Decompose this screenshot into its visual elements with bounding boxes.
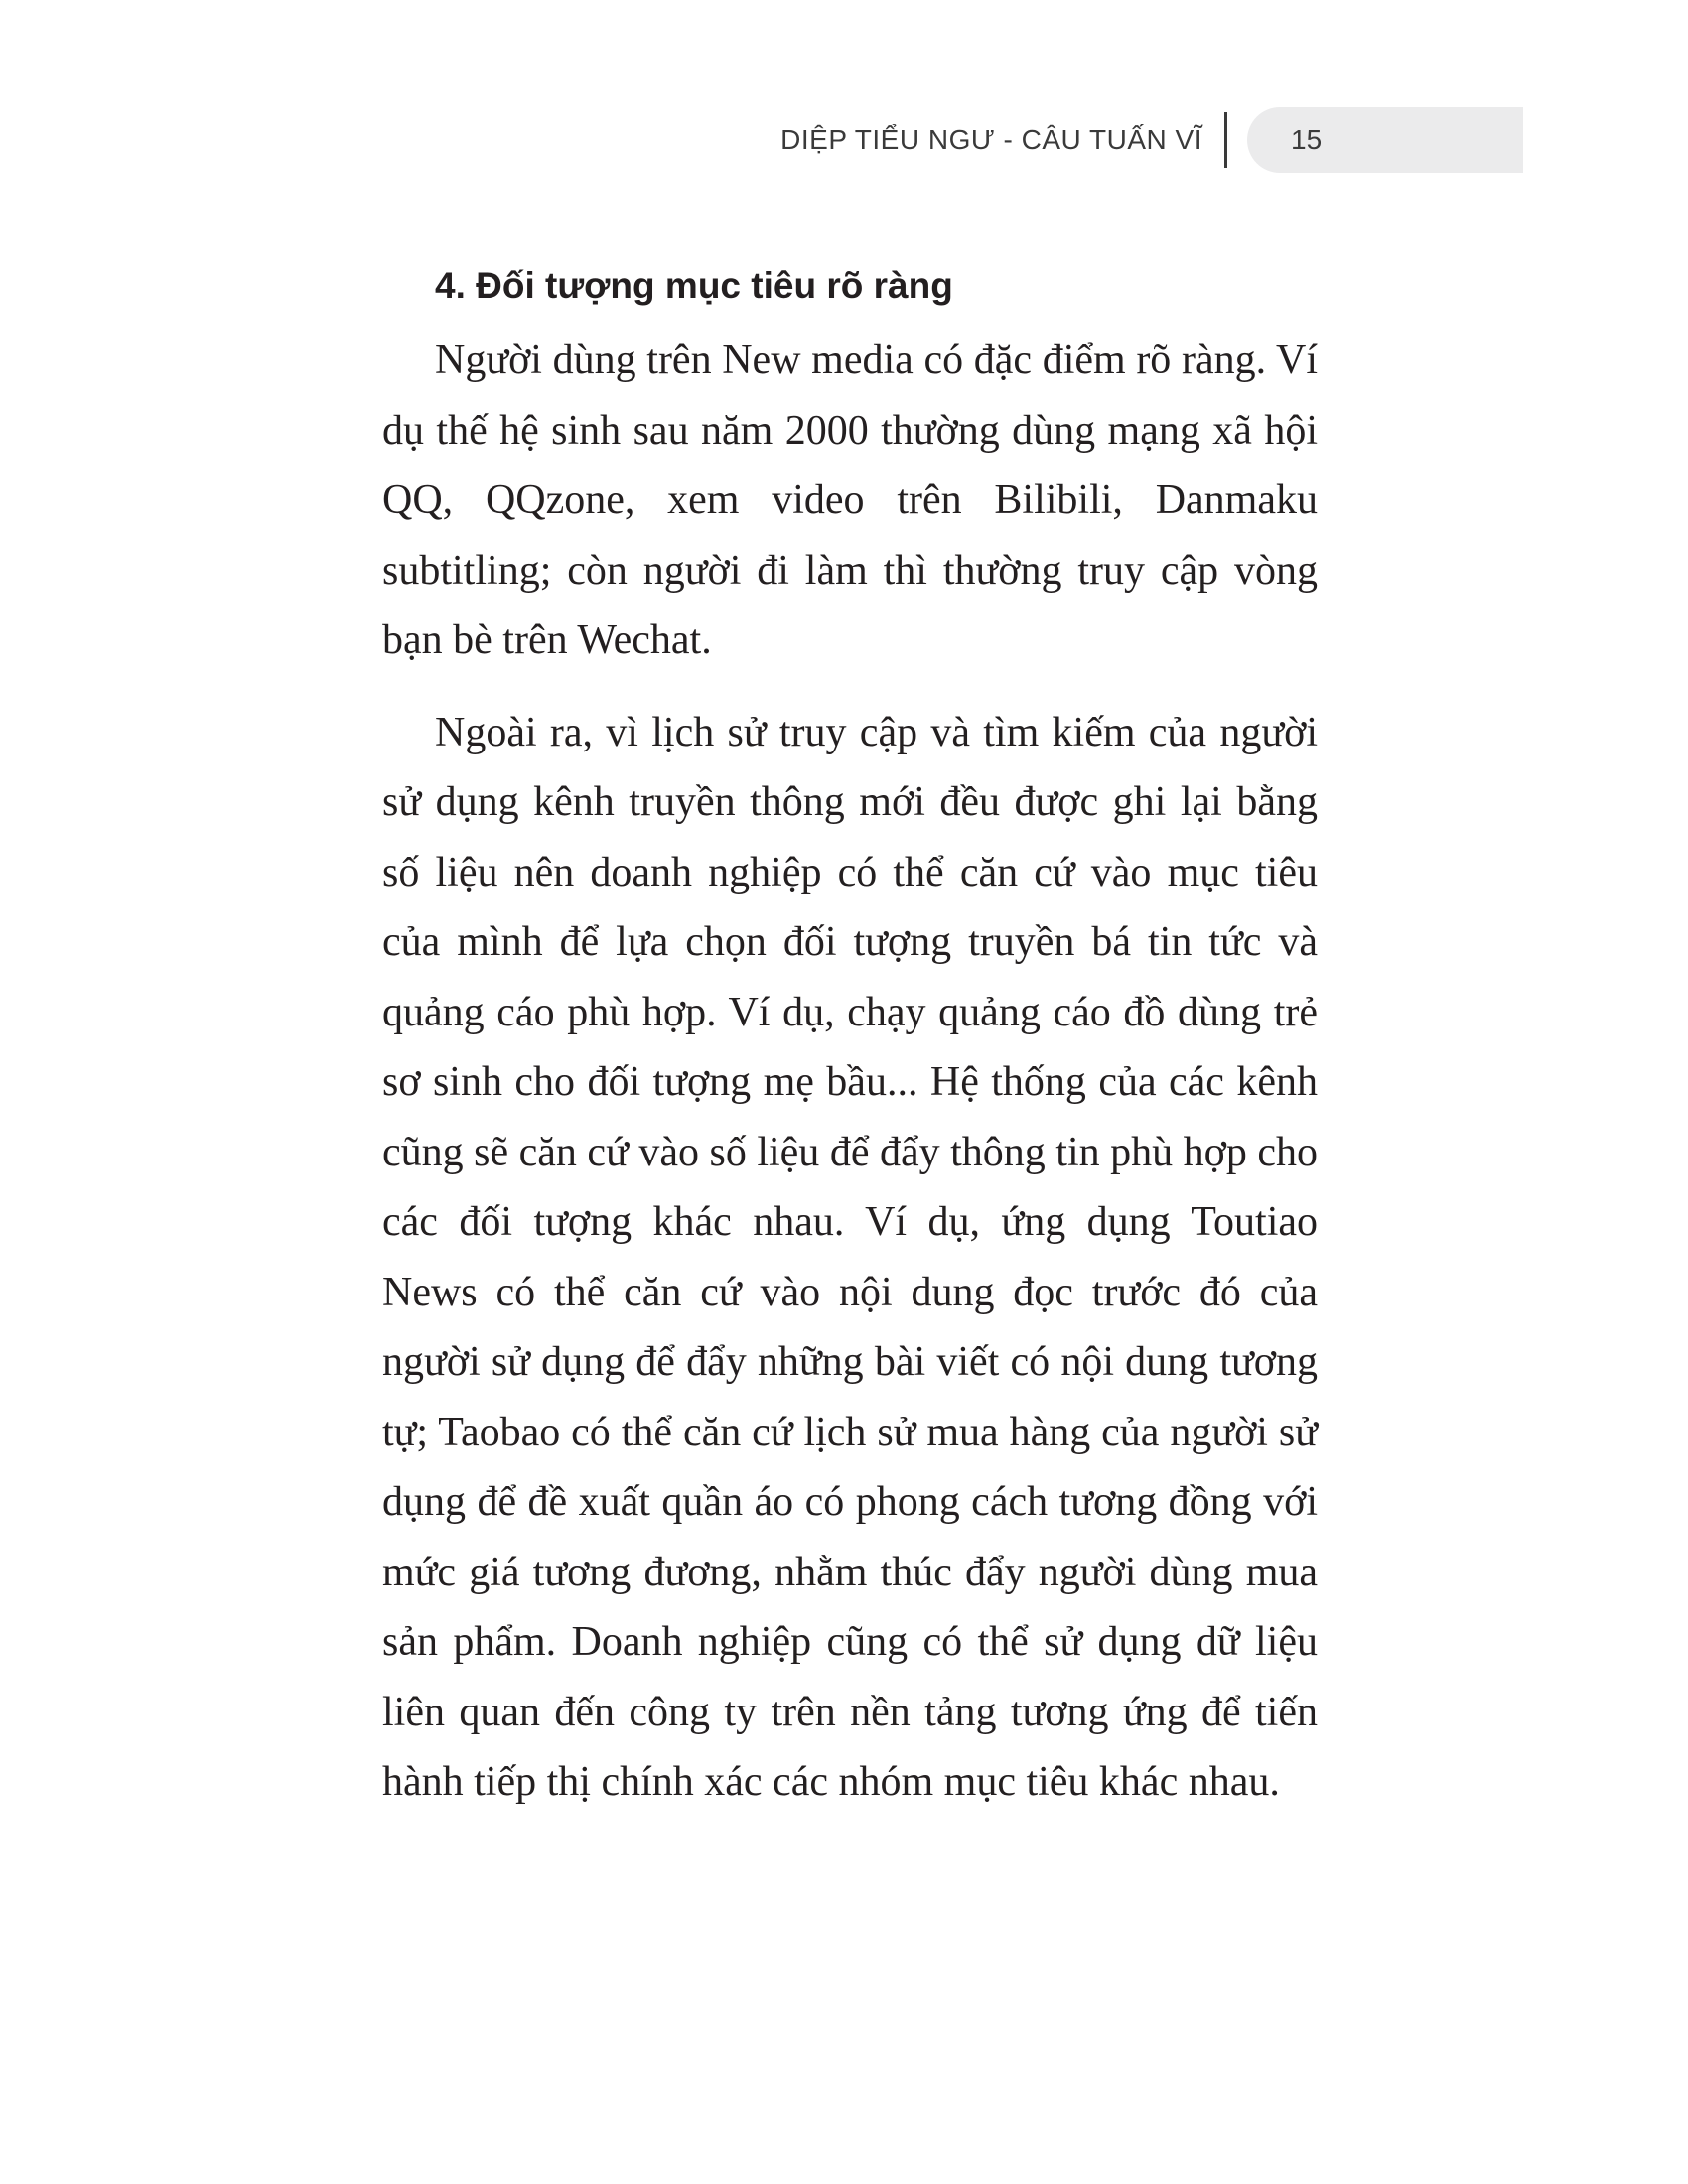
page-number: 15 <box>1291 124 1323 155</box>
page-body <box>382 260 1318 1818</box>
page-number-tab <box>1247 107 1523 173</box>
running-header-author: DIỆP TIỂU NGƯ - CÂU TUẤN VĨ <box>780 124 1202 155</box>
running-header <box>780 107 1688 173</box>
section-heading: 4. Đối tượng mục tiêu rõ ràng <box>435 265 953 306</box>
body-paragraph: Người dùng trên New media có đặc điểm rõ ràng. Ví dụ thế hệ sinh sau năm 2000 thường dùng mạng xã hội QQ, QQzone, xem video trên Bilibili, Danmaku subtitling; còn người đi làm thì thường truy cập vòng bạn bè trên Wechat. <box>382 338 1318 663</box>
header-divider <box>1224 112 1227 168</box>
body-paragraph: Ngoài ra, vì lịch sử truy cập và tìm kiếm của người sử dụng kênh truyền thông mới đều được ghi lại bằng số liệu nên doanh nghiệp có thể căn cứ vào mục tiêu của mình để lựa chọn đối tượng truyền bá tin tức và quảng cáo phù hợp. Ví dụ, chạy quảng cáo đồ dùng trẻ sơ sinh cho đối tượng mẹ bầu... Hệ thống của các kênh cũng sẽ căn cứ vào số liệu để đẩy thông tin phù hợp cho các đối tượng khác nhau. Ví dụ, ứng dụng Toutiao News có thể căn cứ vào nội dung đọc trước đó của người sử dụng để đẩy những bài viết có nội dung tương tự; Taobao có thể căn cứ lịch sử mua hàng của người sử dụng để đề xuất quần áo có phong cách tương đồng với mức giá tương đương, nhằm thúc đẩy người dùng mua sản phẩm. Doanh nghiệp cũng có thể sử dụng dữ liệu liên quan đến công ty trên nền tảng tương ứng để tiến hành tiếp thị chính xác các nhóm mục tiêu khác nhau. <box>382 709 1318 1805</box>
